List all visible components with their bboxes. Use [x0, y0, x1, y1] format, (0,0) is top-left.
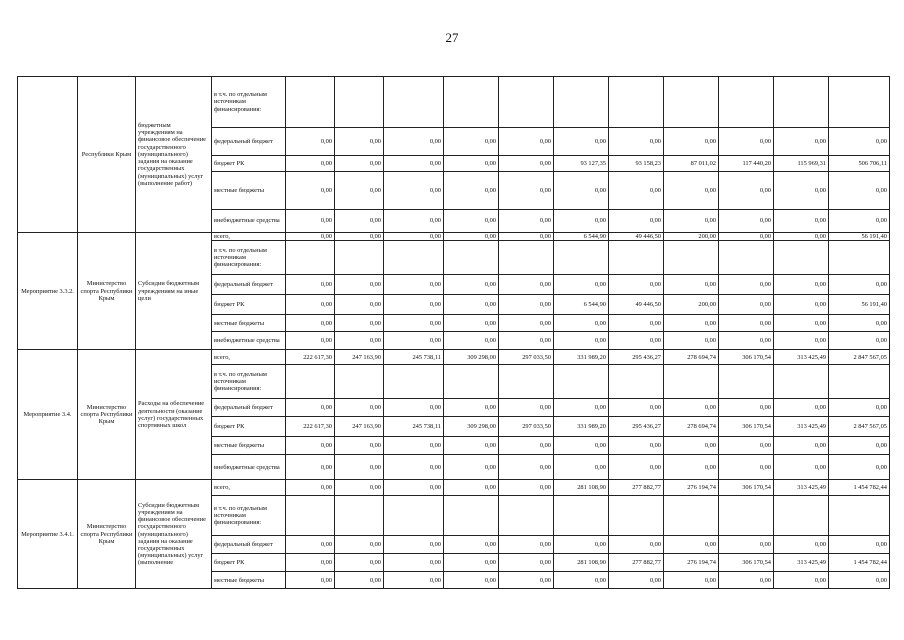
- event-description-cell: Расходы на обеспечение деятельности (оказание услуг) государственных спортивных школ: [136, 350, 212, 480]
- amount-cell: 0,00: [719, 332, 774, 350]
- amount-cell: 0,00: [554, 536, 609, 554]
- amount-cell: 295 436,27: [609, 350, 664, 365]
- amount-cell: 0,00: [829, 399, 890, 417]
- executor-cell: Министерство спорта Республики Крым: [78, 233, 136, 350]
- amount-cell: 306 170,54: [719, 480, 774, 496]
- amount-cell: 0,00: [444, 554, 499, 572]
- amount-cell: 0,00: [774, 455, 829, 480]
- amount-cell: 0,00: [609, 172, 664, 210]
- amount-cell: 0,00: [499, 128, 554, 156]
- amount-cell: 0,00: [664, 128, 719, 156]
- amount-cell: 0,00: [286, 172, 335, 210]
- amount-cell: 0,00: [384, 156, 444, 172]
- table-row: [18, 233, 890, 241]
- amount-cell: 0,00: [499, 536, 554, 554]
- amount-cell: 0,00: [554, 275, 609, 295]
- amount-cell: 306 170,54: [719, 554, 774, 572]
- amount-cell: 0,00: [609, 128, 664, 156]
- amount-cell: 0,00: [499, 210, 554, 233]
- amount-cell: 313 425,49: [774, 350, 829, 365]
- amount-cell: 0,00: [444, 210, 499, 233]
- amount-cell: 0,00: [829, 572, 890, 589]
- amount-cell: 0,00: [774, 172, 829, 210]
- amount-cell: [554, 365, 609, 399]
- amount-cell: 0,00: [609, 275, 664, 295]
- amount-cell: [499, 77, 554, 128]
- amount-cell: 0,00: [286, 572, 335, 589]
- funding-source-cell: бюджет РК: [212, 417, 286, 437]
- amount-cell: 6 544,90: [554, 295, 609, 315]
- amount-cell: 0,00: [384, 332, 444, 350]
- amount-cell: 0,00: [444, 233, 499, 241]
- amount-cell: 49 446,50: [609, 233, 664, 241]
- amount-cell: 0,00: [664, 332, 719, 350]
- amount-cell: [444, 496, 499, 536]
- amount-cell: 0,00: [554, 172, 609, 210]
- executor-cell: Министерство спорта Республики Крым: [78, 350, 136, 480]
- amount-cell: 0,00: [384, 128, 444, 156]
- amount-cell: [384, 77, 444, 128]
- amount-cell: 0,00: [384, 210, 444, 233]
- amount-cell: 0,00: [719, 399, 774, 417]
- amount-cell: 0,00: [664, 455, 719, 480]
- amount-cell: 0,00: [719, 455, 774, 480]
- amount-cell: 1 454 782,44: [829, 554, 890, 572]
- amount-cell: 278 694,74: [664, 350, 719, 365]
- funding-source-cell: местные бюджеты: [212, 172, 286, 210]
- event-name-cell: Мероприятие 3.4.: [18, 350, 78, 480]
- amount-cell: 281 108,90: [554, 480, 609, 496]
- amount-cell: 276 194,74: [664, 480, 719, 496]
- amount-cell: [554, 77, 609, 128]
- amount-cell: 297 033,50: [499, 350, 554, 365]
- amount-cell: 0,00: [774, 210, 829, 233]
- amount-cell: [286, 365, 335, 399]
- funding-source-cell: внебюджетные средства: [212, 455, 286, 480]
- amount-cell: 0,00: [664, 399, 719, 417]
- amount-cell: 0,00: [444, 156, 499, 172]
- amount-cell: 0,00: [384, 572, 444, 589]
- amount-cell: 0,00: [719, 233, 774, 241]
- amount-cell: 313 425,49: [774, 480, 829, 496]
- amount-cell: 0,00: [384, 315, 444, 332]
- amount-cell: 0,00: [829, 275, 890, 295]
- amount-cell: 222 617,30: [286, 417, 335, 437]
- amount-cell: [829, 365, 890, 399]
- amount-cell: [829, 77, 890, 128]
- amount-cell: 0,00: [774, 128, 829, 156]
- amount-cell: 6 544,90: [554, 233, 609, 241]
- amount-cell: 0,00: [719, 572, 774, 589]
- amount-cell: 0,00: [384, 455, 444, 480]
- amount-cell: 0,00: [384, 172, 444, 210]
- amount-cell: [444, 241, 499, 275]
- amount-cell: 0,00: [335, 437, 384, 455]
- amount-cell: [499, 241, 554, 275]
- amount-cell: 0,00: [335, 275, 384, 295]
- amount-cell: [774, 496, 829, 536]
- table-row: [18, 350, 890, 365]
- amount-cell: 0,00: [774, 332, 829, 350]
- amount-cell: 0,00: [444, 128, 499, 156]
- amount-cell: [719, 496, 774, 536]
- amount-cell: 0,00: [444, 437, 499, 455]
- amount-cell: [664, 496, 719, 536]
- event-name-cell: Мероприятие 3.4.1.: [18, 480, 78, 589]
- amount-cell: 0,00: [664, 572, 719, 589]
- amount-cell: 276 194,74: [664, 554, 719, 572]
- amount-cell: 0,00: [664, 172, 719, 210]
- amount-cell: 245 738,11: [384, 350, 444, 365]
- budget-table: [17, 76, 890, 589]
- funding-source-cell: всего,: [212, 480, 286, 496]
- amount-cell: 281 108,90: [554, 554, 609, 572]
- amount-cell: 0,00: [286, 554, 335, 572]
- amount-cell: 0,00: [664, 315, 719, 332]
- amount-cell: 0,00: [719, 295, 774, 315]
- amount-cell: [499, 365, 554, 399]
- amount-cell: 0,00: [286, 128, 335, 156]
- amount-cell: 0,00: [286, 156, 335, 172]
- amount-cell: 0,00: [286, 275, 335, 295]
- amount-cell: 0,00: [609, 332, 664, 350]
- funding-source-cell: внебюджетные средства: [212, 332, 286, 350]
- amount-cell: [664, 365, 719, 399]
- amount-cell: 0,00: [444, 572, 499, 589]
- amount-cell: 0,00: [774, 437, 829, 455]
- event-name-cell: [18, 77, 78, 233]
- amount-cell: 313 425,49: [774, 554, 829, 572]
- amount-cell: 0,00: [335, 572, 384, 589]
- amount-cell: 0,00: [499, 554, 554, 572]
- funding-source-cell: федеральный бюджет: [212, 399, 286, 417]
- event-description-cell: Субсидии бюджетным учреждениям на финансовое обеспечение государственного (муниципального) задания на оказание государственных (муниципальных) услуг (выполнение: [136, 480, 212, 589]
- amount-cell: 309 298,00: [444, 417, 499, 437]
- amount-cell: 0,00: [499, 437, 554, 455]
- amount-cell: 0,00: [774, 572, 829, 589]
- amount-cell: 117 440,20: [719, 156, 774, 172]
- amount-cell: 277 882,77: [609, 554, 664, 572]
- amount-cell: 0,00: [384, 480, 444, 496]
- amount-cell: 0,00: [335, 172, 384, 210]
- amount-cell: 0,00: [554, 315, 609, 332]
- amount-cell: 306 170,54: [719, 350, 774, 365]
- amount-cell: 0,00: [829, 128, 890, 156]
- amount-cell: 0,00: [384, 233, 444, 241]
- amount-cell: 0,00: [286, 536, 335, 554]
- amount-cell: [829, 241, 890, 275]
- amount-cell: 1 454 782,44: [829, 480, 890, 496]
- amount-cell: 56 191,40: [829, 233, 890, 241]
- funding-source-cell: внебюджетные средства: [212, 210, 286, 233]
- amount-cell: [664, 241, 719, 275]
- amount-cell: 0,00: [609, 315, 664, 332]
- amount-cell: 0,00: [554, 399, 609, 417]
- amount-cell: 0,00: [829, 172, 890, 210]
- amount-cell: 0,00: [286, 455, 335, 480]
- amount-cell: 0,00: [499, 156, 554, 172]
- amount-cell: 93 158,23: [609, 156, 664, 172]
- amount-cell: 0,00: [286, 332, 335, 350]
- amount-cell: [286, 241, 335, 275]
- amount-cell: 0,00: [664, 536, 719, 554]
- amount-cell: 0,00: [335, 399, 384, 417]
- amount-cell: 0,00: [719, 315, 774, 332]
- amount-cell: 0,00: [444, 275, 499, 295]
- amount-cell: 0,00: [829, 210, 890, 233]
- amount-cell: 0,00: [774, 399, 829, 417]
- amount-cell: 0,00: [609, 437, 664, 455]
- amount-cell: 0,00: [609, 210, 664, 233]
- amount-cell: 0,00: [774, 315, 829, 332]
- amount-cell: 115 969,31: [774, 156, 829, 172]
- funding-source-cell: местные бюджеты: [212, 437, 286, 455]
- amount-cell: 0,00: [774, 536, 829, 554]
- amount-cell: [499, 496, 554, 536]
- event-name-cell: Мероприятие 3.3.2.: [18, 233, 78, 350]
- amount-cell: [719, 77, 774, 128]
- amount-cell: 0,00: [609, 455, 664, 480]
- funding-source-cell: федеральный бюджет: [212, 128, 286, 156]
- amount-cell: 0,00: [335, 554, 384, 572]
- amount-cell: 0,00: [499, 455, 554, 480]
- amount-cell: 245 738,11: [384, 417, 444, 437]
- amount-cell: 0,00: [335, 455, 384, 480]
- amount-cell: 0,00: [384, 399, 444, 417]
- funding-source-cell: федеральный бюджет: [212, 536, 286, 554]
- amount-cell: [609, 241, 664, 275]
- amount-cell: 0,00: [286, 315, 335, 332]
- funding-source-cell: местные бюджеты: [212, 315, 286, 332]
- amount-cell: [554, 241, 609, 275]
- amount-cell: [384, 241, 444, 275]
- amount-cell: [774, 365, 829, 399]
- event-description-cell: Субсидии бюджетным учреждениям на иные цели: [136, 233, 212, 350]
- amount-cell: 0,00: [444, 295, 499, 315]
- amount-cell: 0,00: [335, 128, 384, 156]
- page-number: 27: [445, 30, 459, 45]
- amount-cell: 0,00: [664, 437, 719, 455]
- amount-cell: 0,00: [335, 480, 384, 496]
- amount-cell: [444, 365, 499, 399]
- amount-cell: 0,00: [444, 332, 499, 350]
- amount-cell: 0,00: [774, 233, 829, 241]
- amount-cell: 0,00: [444, 399, 499, 417]
- amount-cell: 0,00: [499, 295, 554, 315]
- amount-cell: 0,00: [829, 536, 890, 554]
- amount-cell: 93 127,35: [554, 156, 609, 172]
- amount-cell: 0,00: [335, 332, 384, 350]
- amount-cell: 331 989,20: [554, 350, 609, 365]
- amount-cell: [384, 496, 444, 536]
- amount-cell: 0,00: [335, 233, 384, 241]
- amount-cell: 0,00: [554, 210, 609, 233]
- amount-cell: 0,00: [286, 210, 335, 233]
- amount-cell: 0,00: [554, 128, 609, 156]
- amount-cell: 0,00: [664, 210, 719, 233]
- amount-cell: [384, 365, 444, 399]
- amount-cell: 0,00: [499, 315, 554, 332]
- amount-cell: 0,00: [829, 315, 890, 332]
- table-row: [18, 77, 890, 128]
- amount-cell: 295 436,27: [609, 417, 664, 437]
- funding-source-cell: бюджет РК: [212, 295, 286, 315]
- amount-cell: 0,00: [829, 437, 890, 455]
- amount-cell: 331 989,20: [554, 417, 609, 437]
- amount-cell: 0,00: [499, 275, 554, 295]
- amount-cell: 0,00: [609, 399, 664, 417]
- amount-cell: 0,00: [719, 437, 774, 455]
- amount-cell: [335, 77, 384, 128]
- amount-cell: 278 694,74: [664, 417, 719, 437]
- amount-cell: 0,00: [384, 536, 444, 554]
- amount-cell: 0,00: [286, 399, 335, 417]
- executor-cell: Министерство спорта Республики Крым: [78, 480, 136, 589]
- amount-cell: [829, 496, 890, 536]
- amount-cell: 0,00: [719, 210, 774, 233]
- amount-cell: 0,00: [286, 233, 335, 241]
- amount-cell: 313 425,49: [774, 417, 829, 437]
- funding-source-cell: в т.ч. по отдельным источникам финансирования:: [212, 241, 286, 275]
- amount-cell: 0,00: [499, 172, 554, 210]
- amount-cell: 0,00: [384, 275, 444, 295]
- amount-cell: 0,00: [719, 275, 774, 295]
- amount-cell: 2 847 567,05: [829, 350, 890, 365]
- amount-cell: 277 882,77: [609, 480, 664, 496]
- amount-cell: 2 847 567,05: [829, 417, 890, 437]
- amount-cell: 49 446,50: [609, 295, 664, 315]
- amount-cell: 0,00: [286, 295, 335, 315]
- amount-cell: [664, 77, 719, 128]
- funding-source-cell: бюджет РК: [212, 554, 286, 572]
- amount-cell: 0,00: [444, 536, 499, 554]
- amount-cell: 0,00: [554, 437, 609, 455]
- event-description-cell: бюджетным учреждениям на финансовое обеспечение государственного (муниципального) задания на оказание государственных (муниципальных) услуг (выполнение работ): [136, 77, 212, 233]
- amount-cell: 0,00: [774, 275, 829, 295]
- amount-cell: [335, 496, 384, 536]
- amount-cell: [719, 241, 774, 275]
- amount-cell: 0,00: [384, 554, 444, 572]
- amount-cell: 506 706,11: [829, 156, 890, 172]
- amount-cell: [609, 365, 664, 399]
- amount-cell: 0,00: [444, 455, 499, 480]
- amount-cell: [719, 365, 774, 399]
- amount-cell: 247 163,90: [335, 350, 384, 365]
- amount-cell: 0,00: [719, 536, 774, 554]
- amount-cell: 0,00: [499, 480, 554, 496]
- amount-cell: 0,00: [499, 233, 554, 241]
- amount-cell: 0,00: [286, 480, 335, 496]
- amount-cell: 0,00: [335, 295, 384, 315]
- table-row: [18, 480, 890, 496]
- amount-cell: 56 191,40: [829, 295, 890, 315]
- amount-cell: 0,00: [444, 315, 499, 332]
- amount-cell: 0,00: [335, 210, 384, 233]
- funding-source-cell: в т.ч. по отдельным источникам финансирования:: [212, 496, 286, 536]
- amount-cell: 222 617,30: [286, 350, 335, 365]
- amount-cell: 200,00: [664, 233, 719, 241]
- amount-cell: 0,00: [335, 156, 384, 172]
- amount-cell: [774, 77, 829, 128]
- amount-cell: [286, 496, 335, 536]
- funding-source-cell: всего,: [212, 233, 286, 241]
- amount-cell: 306 170,54: [719, 417, 774, 437]
- amount-cell: 297 033,50: [499, 417, 554, 437]
- funding-source-cell: местные бюджеты: [212, 572, 286, 589]
- amount-cell: 0,00: [554, 572, 609, 589]
- amount-cell: 200,00: [664, 295, 719, 315]
- amount-cell: [609, 77, 664, 128]
- amount-cell: 0,00: [554, 455, 609, 480]
- amount-cell: [335, 241, 384, 275]
- amount-cell: 0,00: [444, 480, 499, 496]
- amount-cell: [286, 77, 335, 128]
- amount-cell: 0,00: [444, 172, 499, 210]
- amount-cell: 309 298,00: [444, 350, 499, 365]
- amount-cell: [444, 77, 499, 128]
- amount-cell: 0,00: [719, 172, 774, 210]
- executor-cell: Республики Крым: [78, 77, 136, 233]
- amount-cell: 0,00: [384, 295, 444, 315]
- amount-cell: 0,00: [719, 128, 774, 156]
- amount-cell: 0,00: [829, 455, 890, 480]
- amount-cell: 0,00: [609, 572, 664, 589]
- amount-cell: 0,00: [609, 536, 664, 554]
- amount-cell: 0,00: [499, 572, 554, 589]
- funding-source-cell: федеральный бюджет: [212, 275, 286, 295]
- funding-source-cell: всего,: [212, 350, 286, 365]
- amount-cell: 0,00: [774, 295, 829, 315]
- amount-cell: 0,00: [499, 399, 554, 417]
- amount-cell: 0,00: [664, 275, 719, 295]
- amount-cell: [335, 365, 384, 399]
- funding-source-cell: бюджет РК: [212, 156, 286, 172]
- amount-cell: 87 011,02: [664, 156, 719, 172]
- amount-cell: 247 163,90: [335, 417, 384, 437]
- funding-source-cell: в т.ч. по отдельным источникам финансирования:: [212, 365, 286, 399]
- amount-cell: 0,00: [335, 315, 384, 332]
- amount-cell: 0,00: [499, 332, 554, 350]
- amount-cell: [609, 496, 664, 536]
- amount-cell: 0,00: [554, 332, 609, 350]
- amount-cell: [554, 496, 609, 536]
- funding-source-cell: в т.ч. по отдельным источникам финансирования:: [212, 77, 286, 128]
- amount-cell: [774, 241, 829, 275]
- amount-cell: 0,00: [286, 437, 335, 455]
- amount-cell: 0,00: [829, 332, 890, 350]
- amount-cell: 0,00: [384, 437, 444, 455]
- amount-cell: 0,00: [335, 536, 384, 554]
